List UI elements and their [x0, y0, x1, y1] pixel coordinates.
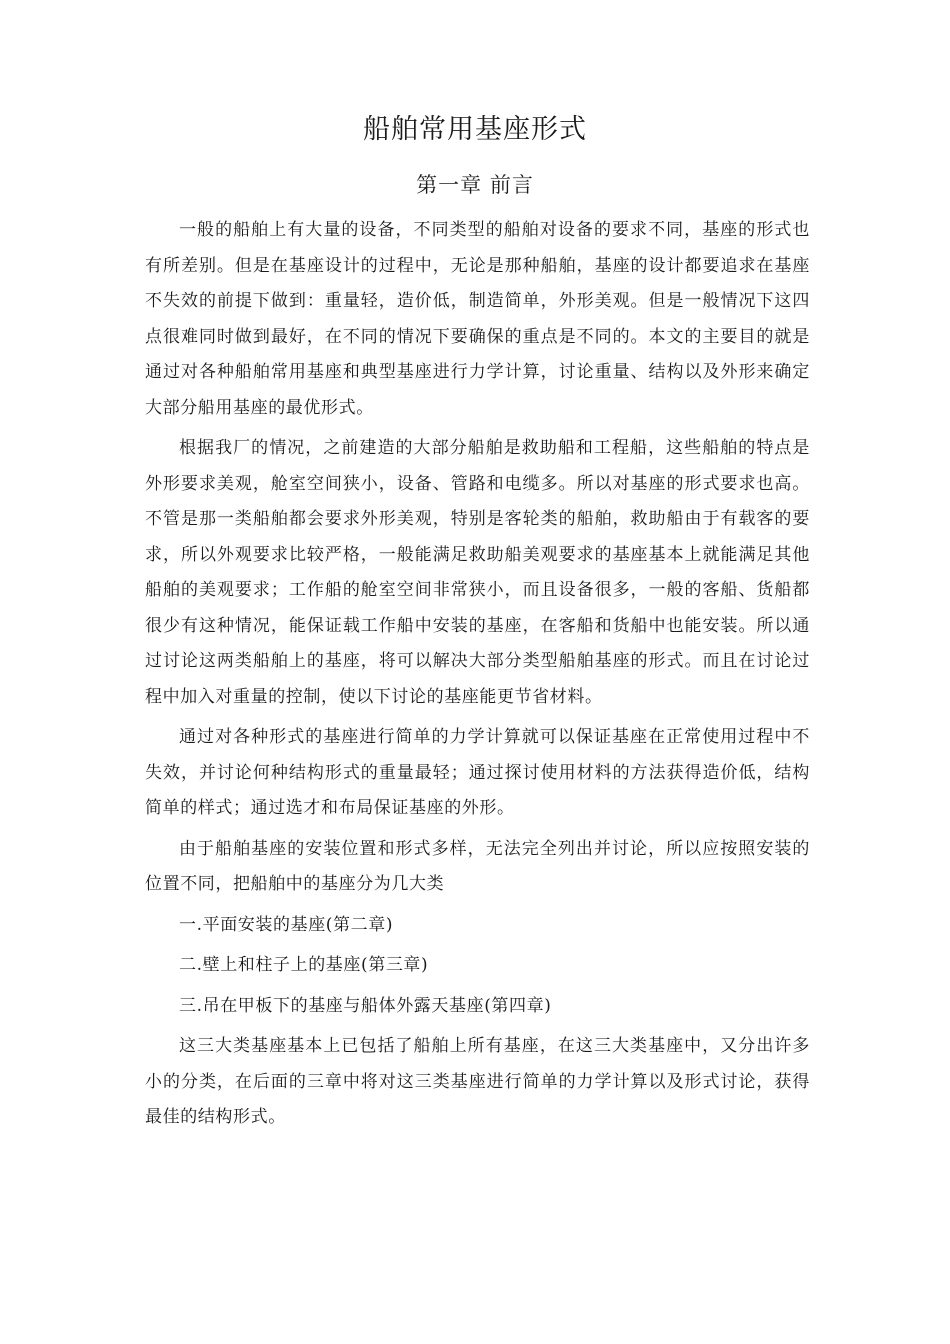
- paragraph-1: 一般的船舶上有大量的设备，不同类型的船舶对设备的要求不同，基座的形式也有所差别。但是在基座设计的过程中，无论是那种船舶，基座的设计都要追求在基座不失效的前提下做到：重量轻，造价低，制造简单，外形美观。但是一般情况下这四点很难同时做到最好，在不同的情况下要确保的重点是不同的。本文的主要目的就是通过对各种船舶常用基座和典型基座进行力学计算，讨论重量、结构以及外形来确定大部分船用基座的最优形式。: [145, 220, 810, 418]
- chapter-title: 第一章 前言: [416, 173, 534, 197]
- document-title: 船舶常用基座形式: [363, 114, 587, 145]
- list-item-1: 一.平面安装的基座(第二章): [179, 914, 394, 935]
- paragraph-3: 通过对各种形式的基座进行简单的力学计算就可以保证基座在正常使用过程中不失效，并讨论何种结构形式的重量最轻；通过探讨使用材料的方法获得造价低，结构简单的样式；通过选才和布局保证基座的外形。: [145, 727, 810, 818]
- paragraph-4: 由于船舶基座的安装位置和形式多样，无法完全列出并讨论，所以应按照安装的位置不同，把船舶中的基座分为几大类: [145, 838, 810, 894]
- paragraph-2: 根据我厂的情况，之前建造的大部分船舶是救助船和工程船，这些船舶的特点是外形要求美观，舱室空间狭小，设备、管路和电缆多。所以对基座的形式要求也高。不管是那一类船舶都会要求外形美观，特别是客轮类的船舶，救助船由于有载客的要求，所以外观要求比较严格，一般能满足救助船美观要求的基座基本上就能满足其他船舶的美观要求；工作船的舱室空间非常狭小，而且设备很多，一般的客船、货船都很少有这种情况，能保证载工作船中安装的基座，在客船和货船中也能安装。所以通过讨论这两类船舶上的基座，将可以解决大部分类型船舶基座的形式。而且在讨论过程中加入对重量的控制，使以下讨论的基座能更节省材料。: [145, 438, 810, 707]
- list-item-3: 三.吊在甲板下的基座与船体外露天基座(第四章): [179, 995, 552, 1016]
- list-item-2: 二.壁上和柱子上的基座(第三章): [179, 955, 429, 975]
- body-text: [145, 213, 810, 1141]
- closing-paragraph: 这三大类基座基本上已包括了船舶上所有基座，在这三大类基座中，又分出许多小的分类，在后面的三章中将对这三类基座进行简单的力学计算以及形式讨论，获得最佳的结构形式。: [145, 1036, 810, 1127]
